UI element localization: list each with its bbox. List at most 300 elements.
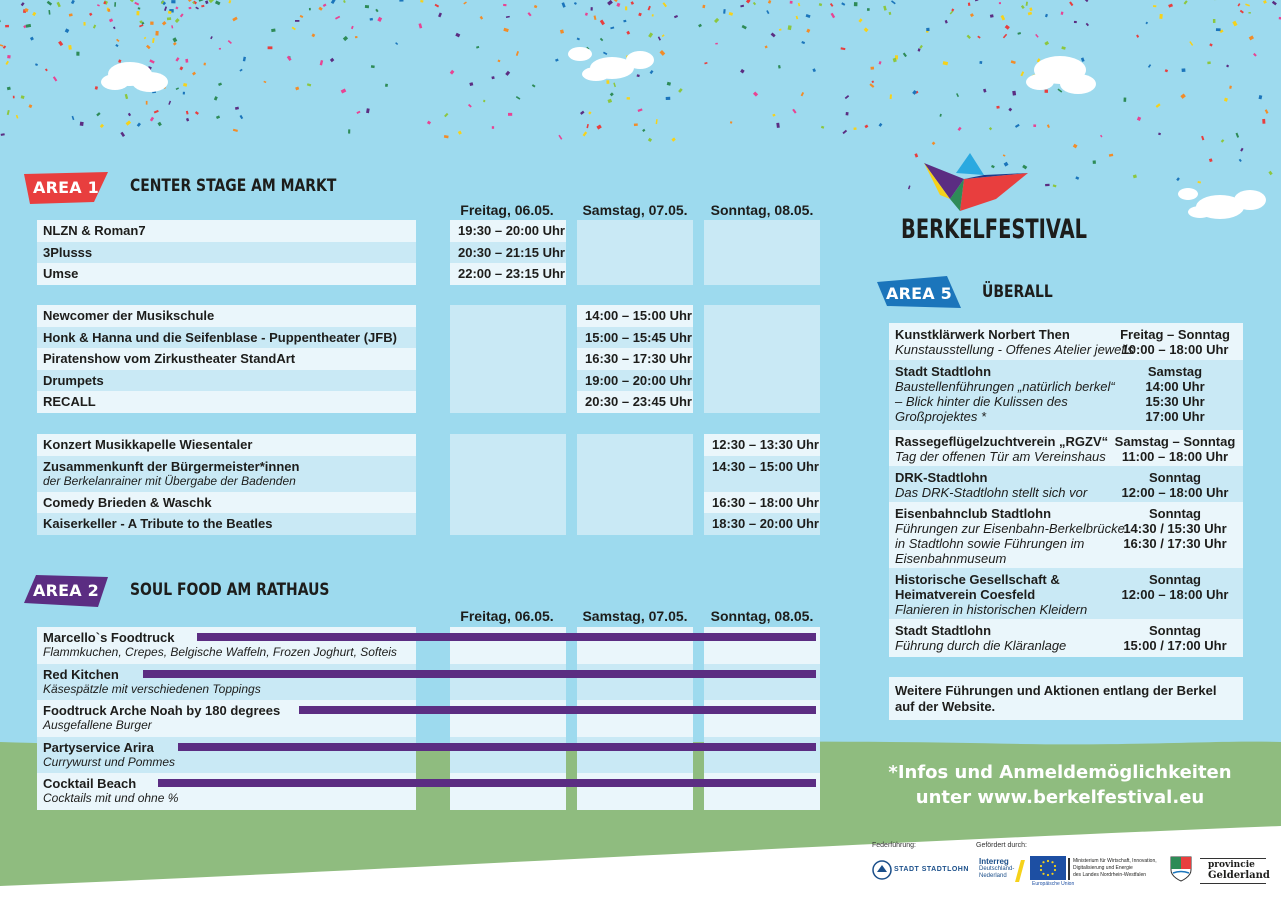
confetti-piece <box>854 2 858 6</box>
availability-bar <box>158 779 816 787</box>
time-cell: 16:30 – 17:30 Uhr <box>585 351 692 366</box>
confetti-piece <box>1053 184 1057 187</box>
confetti-piece <box>919 45 923 49</box>
confetti-piece <box>201 5 204 8</box>
confetti-piece <box>295 20 299 22</box>
confetti-piece <box>779 29 782 31</box>
confetti-piece <box>588 111 591 114</box>
confetti-piece <box>939 114 941 117</box>
confetti-piece <box>183 92 185 95</box>
confetti-piece <box>16 115 19 119</box>
confetti-piece <box>1148 64 1151 68</box>
eu-flag-icon <box>1030 856 1066 880</box>
confetti-piece <box>1198 181 1202 184</box>
confetti-piece <box>506 16 510 18</box>
availability-bar <box>197 633 816 641</box>
confetti-piece <box>1238 3 1241 6</box>
confetti-piece <box>136 11 139 15</box>
confetti-piece <box>335 16 340 20</box>
gelderland-line: provincie <box>1208 860 1255 870</box>
confetti-piece <box>146 101 148 105</box>
confetti-piece <box>150 117 154 122</box>
act-row <box>37 391 416 413</box>
confetti-piece <box>821 126 824 129</box>
confetti-piece <box>1061 46 1065 50</box>
confetti-piece <box>666 97 671 100</box>
confetti-piece <box>492 126 494 129</box>
confetti-piece <box>48 10 50 15</box>
act-row <box>37 492 416 514</box>
confetti-piece <box>144 37 147 39</box>
confetti-piece <box>47 1 52 6</box>
confetti-piece <box>562 2 566 7</box>
confetti-piece <box>871 80 874 83</box>
confetti-piece <box>1047 124 1050 128</box>
confetti-piece <box>491 76 494 79</box>
confetti-piece <box>715 43 718 45</box>
confetti-piece <box>534 5 538 8</box>
time-cell: 20:30 – 23:45 Uhr <box>585 394 692 409</box>
confetti-piece <box>215 1 220 6</box>
tour-time: 16:30 / 17:30 Uhr <box>1123 536 1227 551</box>
tour-desc: Eisenbahnmuseum <box>895 551 1007 566</box>
confetti-piece <box>585 13 588 16</box>
act-subtitle: der Berkelanrainer mit Übergabe der Badenden <box>43 473 296 488</box>
confetti-piece <box>497 60 500 63</box>
confetti-piece <box>113 26 116 29</box>
confetti-piece <box>577 38 580 41</box>
confetti-piece <box>702 5 705 9</box>
confetti-piece <box>977 36 980 39</box>
confetti-piece <box>307 83 311 86</box>
confetti-piece <box>1073 144 1078 149</box>
confetti-piece <box>1239 159 1242 162</box>
confetti-piece <box>171 0 175 3</box>
confetti-piece <box>1093 160 1096 164</box>
confetti-piece <box>292 27 296 31</box>
confetti-piece <box>1245 4 1250 7</box>
confetti-piece <box>183 83 187 87</box>
confetti-piece <box>650 70 654 74</box>
tour-name: DRK-Stadtlohn <box>895 470 988 485</box>
act-row <box>37 305 416 327</box>
confetti-piece <box>967 35 971 39</box>
confetti-piece <box>1259 95 1263 99</box>
confetti-piece <box>65 28 70 33</box>
confetti-piece <box>7 87 11 91</box>
confetti-piece <box>854 127 857 130</box>
confetti-piece <box>1081 57 1085 61</box>
tour-time: 14:30 / 15:30 Uhr <box>1123 521 1227 536</box>
confetti-piece <box>188 0 192 2</box>
confetti-piece <box>1012 91 1016 96</box>
tour-desc: Baustellenführungen „natürlich berkel“ <box>895 379 1115 394</box>
confetti-piece <box>678 88 683 93</box>
confetti-piece <box>155 31 158 36</box>
confetti-piece <box>798 3 801 7</box>
confetti-piece <box>1272 1 1277 6</box>
confetti-piece <box>1156 103 1161 108</box>
confetti-piece <box>516 51 519 56</box>
confetti-piece <box>218 83 222 86</box>
food-name: Red Kitchen <box>43 666 119 682</box>
act-row <box>37 327 416 349</box>
confetti-piece <box>616 3 620 7</box>
confetti-piece <box>233 129 238 132</box>
confetti-piece <box>768 0 771 4</box>
tour-desc: – Blick hinter die Kulissen des <box>895 394 1068 409</box>
confetti-piece <box>300 15 304 18</box>
confetti-piece <box>214 96 218 100</box>
tour-row <box>889 502 1243 568</box>
confetti-piece <box>1001 15 1006 21</box>
confetti-piece <box>908 185 911 189</box>
interreg-logo-line: Interreg <box>979 857 1009 866</box>
confetti-piece <box>1213 19 1216 23</box>
confetti-piece <box>375 9 378 13</box>
confetti-piece <box>239 69 242 72</box>
confetti-piece <box>869 83 874 88</box>
area2-tag-label: AREA 2 <box>33 581 99 600</box>
confetti-piece <box>152 38 155 43</box>
tour-row <box>889 323 1243 360</box>
nrw-coat-of-arms-icon <box>1170 856 1192 882</box>
confetti-piece <box>600 38 603 41</box>
ministry-logo <box>1068 858 1163 882</box>
confetti-piece <box>532 84 536 87</box>
confetti-piece <box>210 36 213 39</box>
confetti-piece <box>1168 4 1173 8</box>
lead-label: Federführung: <box>872 842 916 849</box>
confetti-piece <box>1008 108 1012 112</box>
tour-days: Sonntag <box>1149 623 1201 638</box>
act-name: Newcomer der Musikschule <box>43 308 215 323</box>
confetti-piece <box>370 18 373 21</box>
confetti-piece <box>788 25 792 30</box>
food-desc: Käsespätzle mit verschiedenen Toppings <box>43 681 261 696</box>
tour-days: Samstag – Sonntag <box>1114 434 1236 449</box>
confetti-piece <box>203 63 205 66</box>
confetti-piece <box>7 110 10 115</box>
time-cell: 14:00 – 15:00 Uhr <box>585 308 692 323</box>
confetti-piece <box>714 18 719 23</box>
confetti-piece <box>943 61 948 65</box>
confetti-piece <box>58 41 63 46</box>
confetti-piece <box>463 1 467 4</box>
confetti-piece <box>125 94 128 99</box>
confetti-piece <box>1268 171 1272 175</box>
confetti-piece <box>323 4 327 7</box>
confetti-piece <box>870 67 874 70</box>
confetti-piece <box>450 70 455 75</box>
act-name: Piratenshow vom Zirkustheater StandArt <box>43 351 296 366</box>
confetti-piece <box>979 61 982 64</box>
confetti-piece <box>348 129 350 133</box>
confetti-piece <box>120 132 125 137</box>
confetti-piece <box>1029 7 1032 11</box>
confetti-piece <box>1265 109 1269 114</box>
ministry-line: des Landes Nordrhein-Westfalen <box>1073 872 1147 878</box>
confetti-piece <box>271 29 275 33</box>
confetti-piece <box>638 13 642 17</box>
confetti-piece <box>652 14 654 16</box>
confetti-piece <box>330 58 334 62</box>
confetti-piece <box>1020 71 1024 76</box>
act-row <box>37 370 416 392</box>
interreg-logo-line: Nederland <box>979 873 1007 879</box>
confetti-piece <box>730 121 732 123</box>
act-row <box>37 220 416 242</box>
tour-time: 17:00 Uhr <box>1145 409 1205 424</box>
confetti-piece <box>883 6 887 11</box>
confetti-piece <box>508 113 512 116</box>
confetti-piece <box>1207 61 1211 64</box>
confetti-piece <box>134 2 139 6</box>
confetti-piece <box>627 97 630 100</box>
day-slot-box <box>577 434 693 535</box>
tour-time: 15:30 Uhr <box>1145 394 1205 409</box>
confetti-piece <box>343 36 348 41</box>
confetti-piece <box>1209 43 1213 46</box>
confetti-piece <box>660 50 666 56</box>
confetti-piece <box>625 6 627 10</box>
confetti-piece <box>1180 93 1186 98</box>
tour-time: 12:00 – 18:00 Uhr <box>1121 587 1229 602</box>
confetti-piece <box>583 131 588 136</box>
confetti-piece <box>1045 14 1048 18</box>
confetti-piece <box>729 12 733 16</box>
confetti-piece <box>21 95 25 99</box>
confetti-piece <box>1189 41 1193 46</box>
confetti-piece <box>480 16 484 20</box>
act-name: Kaiserkeller - A Tribute to the Beatles <box>43 516 273 531</box>
logo-wordmark: BERKELFESTIVAL <box>901 214 1088 245</box>
act-row <box>37 434 416 456</box>
confetti-piece <box>1184 0 1188 4</box>
area2-day-header: Samstag, 07.05. <box>582 608 688 624</box>
confetti-piece <box>951 8 954 11</box>
food-name: Partyservice Arira <box>43 739 154 755</box>
food-desc: Cocktails mit und ohne % <box>43 791 179 806</box>
time-cell: 15:00 – 15:45 Uhr <box>585 329 692 345</box>
confetti-piece <box>723 9 726 14</box>
confetti-piece <box>1248 12 1250 14</box>
info-line: *Infos und Anmeldemöglichkeiten <box>888 762 1232 783</box>
confetti-piece <box>1153 5 1156 7</box>
act-row <box>37 513 416 535</box>
interreg-logo <box>976 856 1024 886</box>
tour-desc: Führung durch die Kläranlage <box>895 638 1067 653</box>
confetti-piece <box>355 36 358 38</box>
confetti-piece <box>26 24 31 28</box>
confetti-piece <box>263 81 266 83</box>
confetti-piece <box>180 13 184 17</box>
confetti-piece <box>516 96 521 100</box>
confetti-piece <box>658 36 661 40</box>
act-name: NLZN & Roman7 <box>43 223 146 238</box>
area1-tag-label: AREA 1 <box>33 178 99 197</box>
confetti-piece <box>1236 133 1240 138</box>
confetti-piece <box>742 25 747 29</box>
confetti-piece <box>586 124 588 128</box>
confetti-piece <box>614 0 618 2</box>
confetti-piece <box>72 116 75 120</box>
confetti-piece <box>932 141 936 145</box>
food-desc: Ausgefallene Burger <box>43 718 152 733</box>
confetti-piece <box>610 92 614 96</box>
confetti-piece <box>28 104 32 108</box>
confetti-piece <box>801 41 805 44</box>
confetti-piece <box>146 45 151 50</box>
confetti-piece <box>740 69 745 74</box>
confetti-piece <box>5 25 9 28</box>
confetti-piece <box>228 40 232 44</box>
confetti-piece <box>1 133 5 136</box>
confetti-piece <box>970 13 974 17</box>
confetti-piece <box>95 86 98 90</box>
tour-days: Sonntag <box>1149 470 1201 485</box>
area1-tag <box>24 172 108 204</box>
confetti-piece <box>45 68 48 71</box>
confetti-piece <box>1232 21 1237 27</box>
area2-tag <box>24 575 108 607</box>
gelderland-line: Gelderland <box>1208 870 1270 881</box>
confetti-piece <box>1005 25 1010 30</box>
confetti-piece <box>176 87 179 90</box>
confetti-piece <box>801 92 804 96</box>
confetti-piece <box>903 53 907 58</box>
confetti-piece <box>606 80 609 84</box>
info-text <box>880 760 1240 810</box>
confetti-piece <box>71 0 75 4</box>
confetti-piece <box>371 65 375 68</box>
confetti-piece <box>126 120 132 125</box>
confetti-piece <box>385 84 388 87</box>
confetti-piece <box>842 130 847 134</box>
confetti-piece <box>918 48 921 51</box>
stadt-stadtlohn-logo: STADT STADTLOHN <box>894 866 969 873</box>
confetti-piece <box>130 0 134 2</box>
interreg-logo-line: Deutschland- <box>979 866 1015 872</box>
confetti-piece <box>623 20 626 23</box>
confetti-piece <box>228 0 231 3</box>
day-slot-box <box>704 305 820 413</box>
day-slot-box <box>704 220 820 285</box>
tour-desc: Großprojektes * <box>895 409 987 424</box>
tour-name: Eisenbahnclub Stadtlohn <box>895 506 1052 521</box>
confetti-piece <box>139 24 143 27</box>
confetti-piece <box>115 44 118 47</box>
confetti-piece <box>356 111 360 114</box>
tour-time: 14:00 Uhr <box>1145 379 1205 394</box>
confetti-piece <box>945 20 948 24</box>
confetti-piece <box>1224 98 1228 102</box>
confetti-piece <box>243 57 246 62</box>
confetti-piece <box>1086 23 1089 26</box>
confetti-piece <box>469 82 473 86</box>
confetti-piece <box>864 125 868 129</box>
gelderland-logo <box>1200 858 1270 884</box>
confetti-piece <box>232 17 237 22</box>
confetti-piece <box>704 62 707 64</box>
confetti-piece <box>1123 97 1126 101</box>
confetti-decoration <box>0 0 1281 189</box>
confetti-piece <box>30 37 34 41</box>
confetti-piece <box>631 1 634 5</box>
confetti-piece <box>1137 117 1141 121</box>
confetti-piece <box>698 24 702 28</box>
confetti-piece <box>1074 21 1077 23</box>
area5-note-line: Weitere Führungen und Aktionen entlang der Berkel <box>895 683 1217 698</box>
confetti-piece <box>858 18 862 22</box>
tour-time: 10:00 – 18:00 Uhr <box>1121 342 1229 357</box>
confetti-piece <box>171 25 173 28</box>
tour-desc: Das DRK-Stadtlohn stellt sich vor <box>895 485 1088 500</box>
confetti-piece <box>771 33 776 38</box>
tour-name: Historische Gesellschaft & <box>895 572 1060 587</box>
confetti-piece <box>674 15 678 18</box>
confetti-piece <box>1209 158 1213 162</box>
confetti-piece <box>819 3 822 6</box>
confetti-piece <box>100 124 104 128</box>
confetti-piece <box>35 63 38 66</box>
tour-desc: Kunstausstellung - Offenes Atelier jeweils <box>895 342 1134 357</box>
area5-title: ÜBERALL <box>982 282 1053 302</box>
confetti-piece <box>555 59 559 62</box>
tour-time: 11:00 – 18:00 Uhr <box>1121 449 1229 464</box>
confetti-piece <box>1015 124 1020 128</box>
confetti-piece <box>1158 132 1161 135</box>
confetti-piece <box>186 111 189 115</box>
confetti-piece <box>656 119 658 124</box>
confetti-piece <box>167 17 171 20</box>
confetti-piece <box>57 2 61 7</box>
website-link[interactable]: unter www.berkelfestival.eu <box>915 787 1205 808</box>
confetti-piece <box>68 45 72 50</box>
confetti-piece <box>162 21 167 26</box>
confetti-piece <box>351 26 354 29</box>
confetti-piece <box>600 20 605 26</box>
confetti-piece <box>914 153 918 157</box>
act-name: RECALL <box>43 394 96 409</box>
confetti-piece <box>114 2 116 7</box>
confetti-piece <box>1075 176 1079 180</box>
tour-row <box>889 430 1243 466</box>
tour-desc: Flanieren in historischen Kleidern <box>895 602 1088 617</box>
confetti-piece <box>841 47 846 50</box>
confetti-piece <box>341 88 347 93</box>
confetti-piece <box>841 2 845 5</box>
confetti-piece <box>1057 89 1062 93</box>
area1-day-header: Freitag, 06.05. <box>460 202 554 218</box>
confetti-piece <box>216 115 220 119</box>
confetti-piece <box>158 122 162 127</box>
confetti-piece <box>626 31 630 35</box>
tour-desc: in Stadtlohn sowie Führungen im <box>895 536 1085 551</box>
confetti-piece <box>1061 12 1064 15</box>
confetti-piece <box>591 7 593 11</box>
confetti-piece <box>503 4 506 6</box>
confetti-piece <box>109 18 113 22</box>
confetti-piece <box>1085 0 1089 2</box>
confetti-piece <box>503 28 508 32</box>
confetti-piece <box>663 2 667 7</box>
confetti-piece <box>21 2 25 6</box>
confetti-piece <box>172 37 177 42</box>
area5-note-box <box>889 677 1243 720</box>
confetti-piece <box>1011 60 1016 64</box>
confetti-piece <box>458 131 462 135</box>
